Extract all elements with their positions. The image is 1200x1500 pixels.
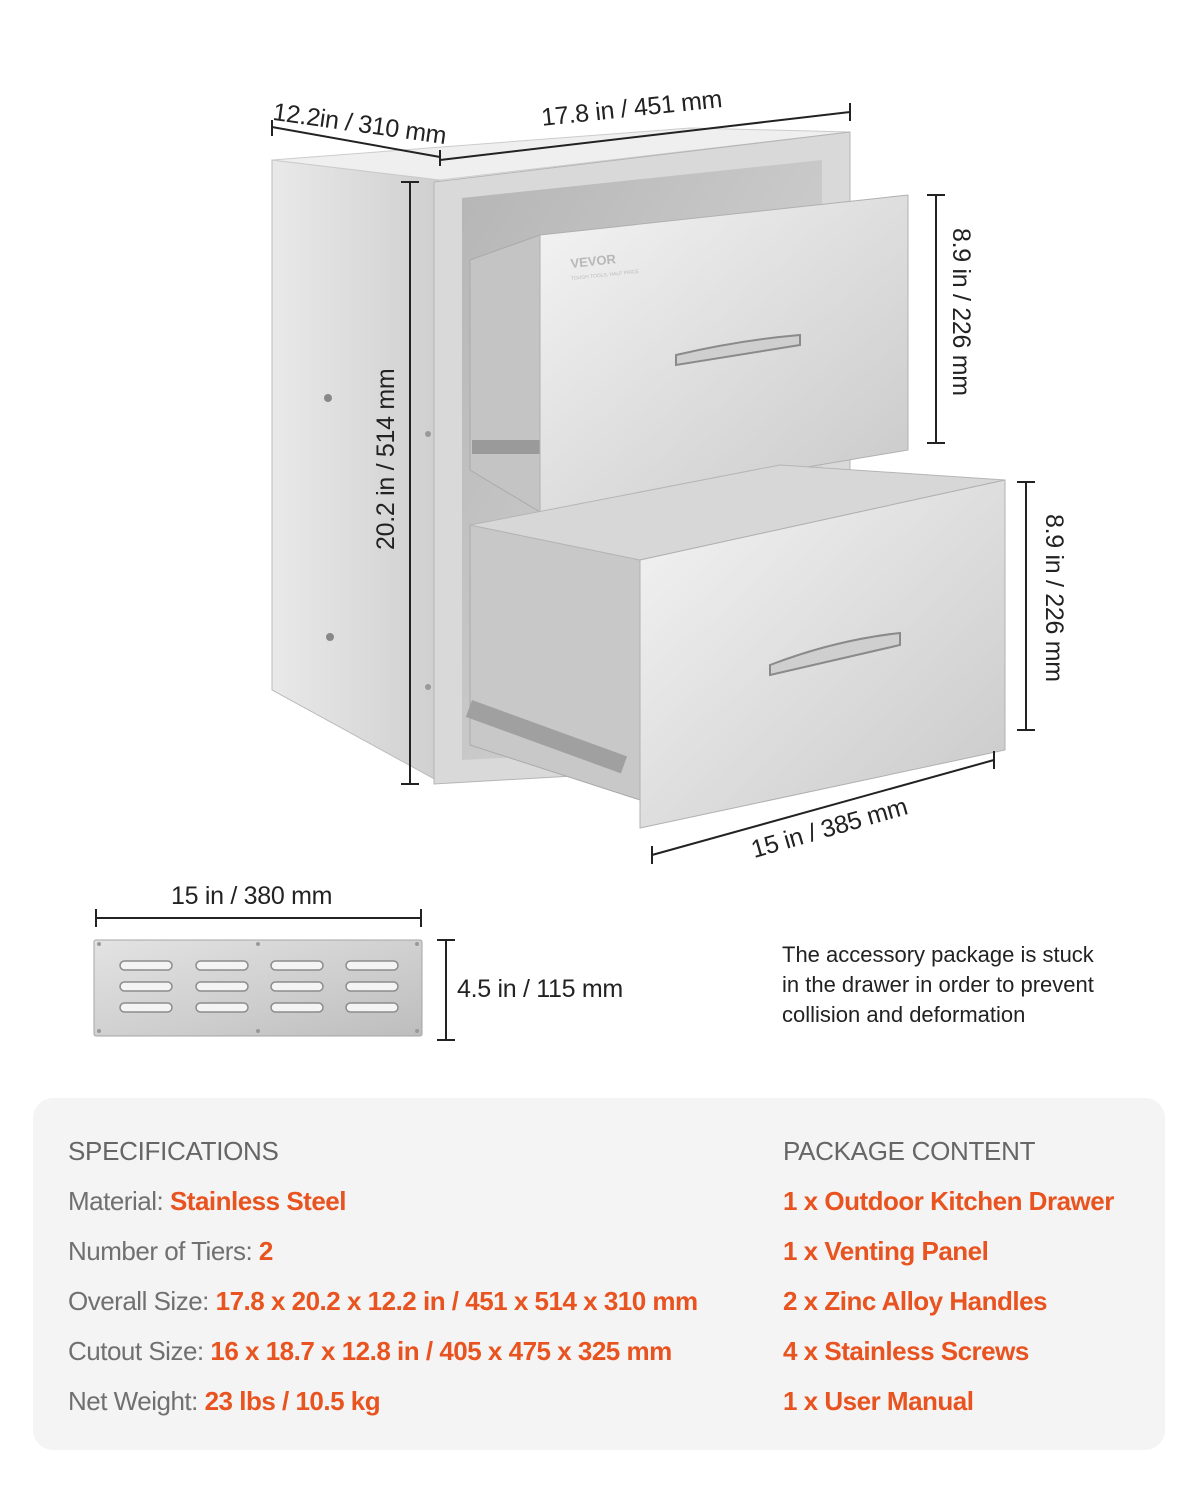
width-label: 17.8 in / 451 mm — [540, 85, 724, 132]
specifications-section — [68, 1132, 698, 1432]
spec-value: 17.8 x 20.2 x 12.2 in / 451 x 514 x 310 mm — [215, 1286, 698, 1316]
spec-label: Net Weight: — [68, 1386, 198, 1416]
brand-logo: VEVOR — [569, 251, 617, 271]
accessory-note — [782, 940, 1162, 1030]
cabinet-side — [272, 160, 440, 782]
spec-card — [33, 1098, 1165, 1450]
side-screw — [326, 633, 334, 641]
spec-row-cutout-size — [68, 1332, 698, 1382]
spec-row-material — [68, 1182, 698, 1232]
height-label: 20.2 in / 514 mm — [372, 368, 400, 550]
note-line: The accessory package is stuck — [782, 942, 1094, 967]
package-item: 1 x Outdoor Kitchen Drawer — [783, 1186, 1114, 1216]
venting-panel — [94, 940, 422, 1036]
spec-value: 2 — [258, 1236, 273, 1266]
package-item: 4 x Stainless Screws — [783, 1336, 1029, 1366]
bottom-drawer-height-label: 8.9 in / 226 mm — [1040, 514, 1068, 682]
spec-label: Cutout Size: — [68, 1336, 204, 1366]
spec-row-overall-size — [68, 1282, 698, 1332]
spec-value: 16 x 18.7 x 12.8 in / 405 x 475 x 325 mm — [210, 1336, 672, 1366]
spec-row-net-weight — [68, 1382, 698, 1432]
package-section — [783, 1132, 1114, 1432]
top-drawer-slide — [472, 440, 540, 454]
spec-label: Overall Size: — [68, 1286, 209, 1316]
spec-row-tiers — [68, 1232, 698, 1282]
spec-value: Stainless Steel — [169, 1186, 346, 1216]
side-screw — [324, 394, 332, 402]
specifications-heading: SPECIFICATIONS — [68, 1136, 279, 1166]
panel-height-label: 4.5 in / 115 mm — [457, 975, 623, 1003]
note-line: collision and deformation — [782, 1002, 1026, 1027]
flange-screw — [425, 684, 431, 690]
spec-label: Material: — [68, 1186, 164, 1216]
note-line: in the drawer in order to prevent — [782, 972, 1094, 997]
package-item: 1 x Venting Panel — [783, 1236, 989, 1266]
brand-tagline: TOUGH TOOLS, HALF PRICE — [570, 268, 640, 282]
spec-label: Number of Tiers: — [68, 1236, 253, 1266]
panel-width-label: 15 in / 380 mm — [171, 882, 333, 910]
package-item: 1 x User Manual — [783, 1386, 974, 1416]
package-heading: PACKAGE CONTENT — [783, 1136, 1036, 1166]
drawer-depth-label: 15 in / 385 mm — [748, 792, 911, 864]
depth-label: 12.2in / 310 mm — [271, 98, 449, 151]
spec-value: 23 lbs / 10.5 kg — [204, 1386, 381, 1416]
top-drawer-height-label: 8.9 in / 226 mm — [947, 228, 975, 396]
package-item: 2 x Zinc Alloy Handles — [783, 1286, 1048, 1316]
top-drawer-side — [470, 235, 540, 512]
flange-screw — [425, 431, 431, 437]
